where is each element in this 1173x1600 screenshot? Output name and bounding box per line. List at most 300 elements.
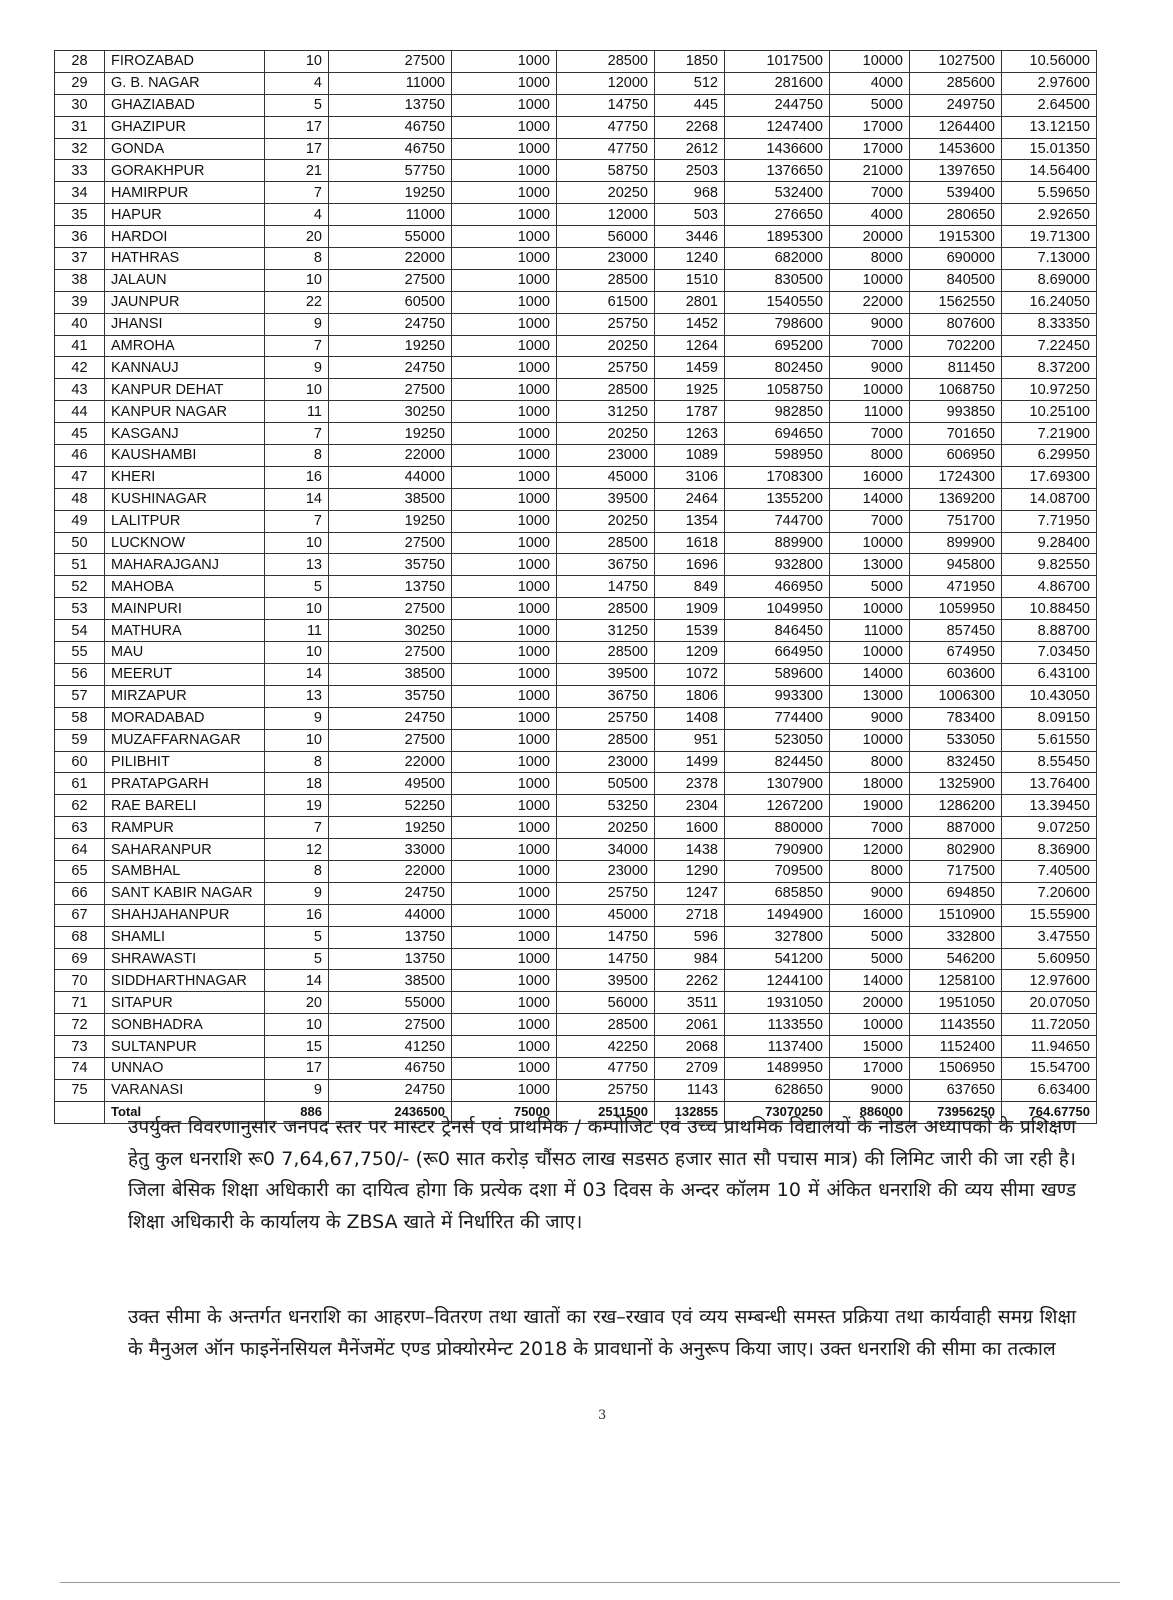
col-amount-a-cell: 35750: [329, 554, 452, 576]
col-count-cell: 7: [265, 335, 329, 357]
col-amount-b-cell: 1000: [452, 401, 557, 423]
district-name-cell: JALAUN: [105, 269, 265, 291]
col-amount-b-cell: 1000: [452, 904, 557, 926]
col-count-cell: 14: [265, 488, 329, 510]
col-amount-d-cell: 1436600: [725, 138, 830, 160]
col-amount-c-cell: 23000: [557, 445, 655, 467]
col-amount-f-cell: 993850: [910, 401, 1002, 423]
col-amount-c-cell: 45000: [557, 466, 655, 488]
col-amount-f-cell: 249750: [910, 94, 1002, 116]
total-col-teachers-cell: 132855: [655, 1101, 725, 1123]
col-amount-a-cell: 24750: [329, 357, 452, 379]
col-amount-a-cell: 11000: [329, 72, 452, 94]
col-teachers-cell: 1909: [655, 598, 725, 620]
col-total-lakh-cell: 7.13000: [1002, 248, 1097, 270]
table-row: [55, 1079, 1097, 1101]
col-amount-a-cell: 19250: [329, 510, 452, 532]
col-amount-e-cell: 5000: [830, 948, 910, 970]
table-row: [55, 576, 1097, 598]
table-row: [55, 860, 1097, 882]
col-amount-d-cell: 1376650: [725, 160, 830, 182]
col-count-cell: 21: [265, 160, 329, 182]
total-district-name-cell: Total: [105, 1101, 265, 1123]
col-amount-a-cell: 19250: [329, 817, 452, 839]
col-amount-e-cell: 21000: [830, 160, 910, 182]
serial-number-cell: 52: [55, 576, 105, 598]
col-amount-e-cell: 7000: [830, 423, 910, 445]
col-count-cell: 16: [265, 466, 329, 488]
col-amount-d-cell: 1489950: [725, 1057, 830, 1079]
col-amount-a-cell: 52250: [329, 795, 452, 817]
col-count-cell: 10: [265, 1014, 329, 1036]
page-number: 3: [598, 1408, 607, 1423]
col-count-cell: 7: [265, 423, 329, 445]
table-row: [55, 554, 1097, 576]
col-amount-a-cell: 30250: [329, 401, 452, 423]
col-amount-d-cell: 276650: [725, 204, 830, 226]
col-total-lakh-cell: 6.63400: [1002, 1079, 1097, 1101]
col-amount-b-cell: 1000: [452, 795, 557, 817]
district-name-cell: MAINPURI: [105, 598, 265, 620]
table-row: [55, 204, 1097, 226]
col-amount-b-cell: 1000: [452, 729, 557, 751]
table-row: [55, 663, 1097, 685]
col-amount-c-cell: 31250: [557, 620, 655, 642]
district-name-cell: UNNAO: [105, 1057, 265, 1079]
col-amount-d-cell: 1137400: [725, 1036, 830, 1058]
serial-number-cell: 56: [55, 663, 105, 685]
district-name-cell: GHAZIPUR: [105, 116, 265, 138]
col-teachers-cell: 1806: [655, 685, 725, 707]
col-teachers-cell: 1240: [655, 248, 725, 270]
col-total-lakh-cell: 8.09150: [1002, 707, 1097, 729]
col-amount-f-cell: 1506950: [910, 1057, 1002, 1079]
serial-number-cell: 50: [55, 532, 105, 554]
col-count-cell: 10: [265, 598, 329, 620]
col-amount-d-cell: 1494900: [725, 904, 830, 926]
col-amount-d-cell: 709500: [725, 860, 830, 882]
district-name-cell: G. B. NAGAR: [105, 72, 265, 94]
col-amount-f-cell: 603600: [910, 663, 1002, 685]
col-amount-d-cell: 664950: [725, 642, 830, 664]
col-amount-f-cell: 1006300: [910, 685, 1002, 707]
col-amount-d-cell: 846450: [725, 620, 830, 642]
serial-number-cell: 72: [55, 1014, 105, 1036]
col-total-lakh-cell: 10.97250: [1002, 379, 1097, 401]
col-teachers-cell: 984: [655, 948, 725, 970]
col-amount-e-cell: 4000: [830, 204, 910, 226]
col-teachers-cell: 968: [655, 182, 725, 204]
col-teachers-cell: 503: [655, 204, 725, 226]
col-amount-d-cell: 1267200: [725, 795, 830, 817]
col-amount-e-cell: 16000: [830, 904, 910, 926]
col-count-cell: 19: [265, 795, 329, 817]
district-name-cell: HAMIRPUR: [105, 182, 265, 204]
col-amount-f-cell: 802900: [910, 839, 1002, 861]
col-amount-b-cell: 1000: [452, 554, 557, 576]
col-amount-f-cell: 840500: [910, 269, 1002, 291]
col-amount-a-cell: 24750: [329, 882, 452, 904]
col-amount-c-cell: 20250: [557, 335, 655, 357]
col-amount-b-cell: 1000: [452, 423, 557, 445]
serial-number-cell: 28: [55, 51, 105, 73]
col-amount-b-cell: 1000: [452, 466, 557, 488]
district-name-cell: KAUSHAMBI: [105, 445, 265, 467]
col-amount-c-cell: 36750: [557, 685, 655, 707]
col-amount-a-cell: 44000: [329, 904, 452, 926]
serial-number-cell: 30: [55, 94, 105, 116]
col-total-lakh-cell: 10.56000: [1002, 51, 1097, 73]
col-total-lakh-cell: 17.69300: [1002, 466, 1097, 488]
col-total-lakh-cell: 14.08700: [1002, 488, 1097, 510]
col-amount-e-cell: 13000: [830, 685, 910, 707]
table-row: [55, 707, 1097, 729]
col-amount-d-cell: 541200: [725, 948, 830, 970]
col-total-lakh-cell: 19.71300: [1002, 226, 1097, 248]
col-teachers-cell: 1618: [655, 532, 725, 554]
col-total-lakh-cell: 6.29950: [1002, 445, 1097, 467]
table-row: [55, 248, 1097, 270]
col-amount-b-cell: 1000: [452, 882, 557, 904]
table-row: [55, 510, 1097, 532]
col-count-cell: 14: [265, 663, 329, 685]
col-amount-a-cell: 46750: [329, 138, 452, 160]
col-total-lakh-cell: 7.20600: [1002, 882, 1097, 904]
table-row: [55, 970, 1097, 992]
district-name-cell: GONDA: [105, 138, 265, 160]
col-amount-a-cell: 55000: [329, 992, 452, 1014]
col-amount-c-cell: 39500: [557, 663, 655, 685]
col-amount-d-cell: 1133550: [725, 1014, 830, 1036]
serial-number-cell: 57: [55, 685, 105, 707]
col-amount-c-cell: 28500: [557, 1014, 655, 1036]
col-amount-f-cell: 1027500: [910, 51, 1002, 73]
col-amount-c-cell: 20250: [557, 817, 655, 839]
col-amount-d-cell: 982850: [725, 401, 830, 423]
col-amount-a-cell: 24750: [329, 707, 452, 729]
col-amount-f-cell: 606950: [910, 445, 1002, 467]
col-amount-c-cell: 56000: [557, 992, 655, 1014]
col-amount-d-cell: 327800: [725, 926, 830, 948]
col-count-cell: 4: [265, 72, 329, 94]
col-total-lakh-cell: 8.55450: [1002, 751, 1097, 773]
col-amount-e-cell: 7000: [830, 817, 910, 839]
col-amount-b-cell: 1000: [452, 248, 557, 270]
col-amount-c-cell: 23000: [557, 860, 655, 882]
col-teachers-cell: 2304: [655, 795, 725, 817]
col-amount-a-cell: 22000: [329, 860, 452, 882]
col-amount-b-cell: 1000: [452, 970, 557, 992]
col-amount-b-cell: 1000: [452, 532, 557, 554]
col-total-lakh-cell: 7.22450: [1002, 335, 1097, 357]
col-amount-d-cell: 1247400: [725, 116, 830, 138]
col-count-cell: 18: [265, 773, 329, 795]
col-amount-d-cell: 1049950: [725, 598, 830, 620]
col-amount-b-cell: 1000: [452, 751, 557, 773]
col-count-cell: 17: [265, 138, 329, 160]
serial-number-cell: 34: [55, 182, 105, 204]
col-count-cell: 5: [265, 576, 329, 598]
col-teachers-cell: 1290: [655, 860, 725, 882]
col-teachers-cell: 1408: [655, 707, 725, 729]
col-total-lakh-cell: 2.64500: [1002, 94, 1097, 116]
col-amount-e-cell: 8000: [830, 248, 910, 270]
col-amount-f-cell: 694850: [910, 882, 1002, 904]
col-amount-a-cell: 13750: [329, 576, 452, 598]
col-amount-b-cell: 1000: [452, 313, 557, 335]
col-amount-b-cell: 1000: [452, 291, 557, 313]
col-amount-c-cell: 12000: [557, 204, 655, 226]
col-amount-f-cell: 832450: [910, 751, 1002, 773]
col-amount-d-cell: 744700: [725, 510, 830, 532]
col-amount-c-cell: 58750: [557, 160, 655, 182]
col-teachers-cell: 3511: [655, 992, 725, 1014]
col-amount-b-cell: 1000: [452, 620, 557, 642]
col-count-cell: 9: [265, 313, 329, 335]
col-amount-b-cell: 1000: [452, 576, 557, 598]
col-amount-b-cell: 1000: [452, 773, 557, 795]
table-row: [55, 357, 1097, 379]
serial-number-cell: 47: [55, 466, 105, 488]
col-count-cell: 7: [265, 182, 329, 204]
col-teachers-cell: 1264: [655, 335, 725, 357]
col-count-cell: 22: [265, 291, 329, 313]
col-count-cell: 9: [265, 882, 329, 904]
col-amount-e-cell: 15000: [830, 1036, 910, 1058]
col-amount-b-cell: 1000: [452, 992, 557, 1014]
serial-number-cell: 36: [55, 226, 105, 248]
col-amount-b-cell: 1000: [452, 488, 557, 510]
col-total-lakh-cell: 15.55900: [1002, 904, 1097, 926]
col-amount-e-cell: 22000: [830, 291, 910, 313]
col-amount-e-cell: 14000: [830, 488, 910, 510]
col-amount-f-cell: 1264400: [910, 116, 1002, 138]
col-amount-f-cell: 1068750: [910, 379, 1002, 401]
serial-number-cell: 65: [55, 860, 105, 882]
serial-number-cell: 71: [55, 992, 105, 1014]
col-teachers-cell: 2503: [655, 160, 725, 182]
district-name-cell: KASGANJ: [105, 423, 265, 445]
col-amount-c-cell: 14750: [557, 576, 655, 598]
col-amount-f-cell: 546200: [910, 948, 1002, 970]
table-row: [55, 620, 1097, 642]
table-row: [55, 948, 1097, 970]
col-teachers-cell: 1787: [655, 401, 725, 423]
col-amount-b-cell: 1000: [452, 642, 557, 664]
district-fund-table: [54, 50, 1097, 1124]
col-total-lakh-cell: 20.07050: [1002, 992, 1097, 1014]
serial-number-cell: 62: [55, 795, 105, 817]
col-amount-e-cell: 8000: [830, 445, 910, 467]
district-name-cell: MUZAFFARNAGAR: [105, 729, 265, 751]
serial-number-cell: 70: [55, 970, 105, 992]
col-amount-d-cell: 824450: [725, 751, 830, 773]
col-amount-f-cell: 471950: [910, 576, 1002, 598]
col-amount-b-cell: 1000: [452, 1036, 557, 1058]
col-teachers-cell: 2718: [655, 904, 725, 926]
col-count-cell: 9: [265, 357, 329, 379]
col-amount-d-cell: 685850: [725, 882, 830, 904]
col-teachers-cell: 1600: [655, 817, 725, 839]
col-amount-f-cell: 539400: [910, 182, 1002, 204]
col-amount-f-cell: 1562550: [910, 291, 1002, 313]
col-amount-c-cell: 28500: [557, 642, 655, 664]
col-amount-e-cell: 12000: [830, 839, 910, 861]
table-row: [55, 685, 1097, 707]
col-amount-e-cell: 5000: [830, 926, 910, 948]
col-total-lakh-cell: 8.33350: [1002, 313, 1097, 335]
serial-number-cell: 75: [55, 1079, 105, 1101]
district-name-cell: HAPUR: [105, 204, 265, 226]
col-amount-e-cell: 17000: [830, 116, 910, 138]
district-name-cell: MAHARAJGANJ: [105, 554, 265, 576]
col-amount-e-cell: 10000: [830, 729, 910, 751]
col-amount-d-cell: 598950: [725, 445, 830, 467]
col-total-lakh-cell: 10.43050: [1002, 685, 1097, 707]
col-count-cell: 9: [265, 707, 329, 729]
table-row: [55, 817, 1097, 839]
table-row: [55, 466, 1097, 488]
table-row: [55, 291, 1097, 313]
col-amount-a-cell: 11000: [329, 204, 452, 226]
col-total-lakh-cell: 8.36900: [1002, 839, 1097, 861]
col-amount-e-cell: 20000: [830, 226, 910, 248]
col-count-cell: 10: [265, 379, 329, 401]
col-amount-a-cell: 22000: [329, 751, 452, 773]
col-count-cell: 11: [265, 401, 329, 423]
col-amount-e-cell: 7000: [830, 335, 910, 357]
district-name-cell: SITAPUR: [105, 992, 265, 1014]
col-amount-c-cell: 31250: [557, 401, 655, 423]
col-amount-f-cell: 332800: [910, 926, 1002, 948]
col-count-cell: 20: [265, 992, 329, 1014]
col-teachers-cell: 951: [655, 729, 725, 751]
table-row: [55, 51, 1097, 73]
district-name-cell: SAMBHAL: [105, 860, 265, 882]
table-row: [55, 1036, 1097, 1058]
col-amount-e-cell: 8000: [830, 751, 910, 773]
col-amount-f-cell: 1951050: [910, 992, 1002, 1014]
col-count-cell: 5: [265, 94, 329, 116]
col-amount-b-cell: 1000: [452, 926, 557, 948]
col-amount-b-cell: 1000: [452, 204, 557, 226]
col-count-cell: 14: [265, 970, 329, 992]
table-row: [55, 1057, 1097, 1079]
col-amount-d-cell: 466950: [725, 576, 830, 598]
district-name-cell: JAUNPUR: [105, 291, 265, 313]
col-amount-d-cell: 532400: [725, 182, 830, 204]
col-count-cell: 7: [265, 510, 329, 532]
col-count-cell: 16: [265, 904, 329, 926]
total-col-amount-f-cell: 73956250: [910, 1101, 1002, 1123]
table-row: [55, 94, 1097, 116]
col-amount-e-cell: 9000: [830, 313, 910, 335]
col-amount-d-cell: 281600: [725, 72, 830, 94]
col-amount-e-cell: 4000: [830, 72, 910, 94]
col-amount-f-cell: 857450: [910, 620, 1002, 642]
col-amount-c-cell: 28500: [557, 269, 655, 291]
serial-number-cell: 59: [55, 729, 105, 751]
col-amount-a-cell: 27500: [329, 598, 452, 620]
col-amount-e-cell: 10000: [830, 532, 910, 554]
col-amount-f-cell: 807600: [910, 313, 1002, 335]
col-amount-e-cell: 9000: [830, 882, 910, 904]
col-amount-d-cell: 798600: [725, 313, 830, 335]
col-amount-a-cell: 13750: [329, 926, 452, 948]
col-amount-e-cell: 7000: [830, 510, 910, 532]
table-row: [55, 598, 1097, 620]
col-amount-d-cell: 1058750: [725, 379, 830, 401]
table-row: [55, 904, 1097, 926]
col-amount-e-cell: 8000: [830, 860, 910, 882]
serial-number-cell: 54: [55, 620, 105, 642]
col-count-cell: 8: [265, 248, 329, 270]
table-row: [55, 642, 1097, 664]
col-teachers-cell: 1263: [655, 423, 725, 445]
col-amount-c-cell: 28500: [557, 532, 655, 554]
district-name-cell: MATHURA: [105, 620, 265, 642]
col-amount-a-cell: 27500: [329, 642, 452, 664]
col-amount-b-cell: 1000: [452, 685, 557, 707]
col-amount-a-cell: 27500: [329, 1014, 452, 1036]
col-amount-b-cell: 1000: [452, 94, 557, 116]
table-row: [55, 423, 1097, 445]
col-count-cell: 12: [265, 839, 329, 861]
table-row: [55, 138, 1097, 160]
col-amount-c-cell: 56000: [557, 226, 655, 248]
serial-number-cell: 37: [55, 248, 105, 270]
col-teachers-cell: 1850: [655, 51, 725, 73]
col-count-cell: 7: [265, 817, 329, 839]
col-amount-b-cell: 1000: [452, 269, 557, 291]
serial-number-cell: 40: [55, 313, 105, 335]
col-amount-f-cell: 717500: [910, 860, 1002, 882]
col-amount-a-cell: 22000: [329, 248, 452, 270]
table-row: [55, 116, 1097, 138]
table-row: [55, 313, 1097, 335]
col-teachers-cell: 1459: [655, 357, 725, 379]
col-count-cell: 9: [265, 1079, 329, 1101]
col-amount-a-cell: 24750: [329, 1079, 452, 1101]
col-amount-d-cell: 589600: [725, 663, 830, 685]
col-amount-e-cell: 7000: [830, 182, 910, 204]
col-amount-e-cell: 10000: [830, 51, 910, 73]
col-teachers-cell: 512: [655, 72, 725, 94]
col-amount-a-cell: 33000: [329, 839, 452, 861]
col-amount-d-cell: 830500: [725, 269, 830, 291]
district-name-cell: SAHARANPUR: [105, 839, 265, 861]
col-total-lakh-cell: 12.97600: [1002, 970, 1097, 992]
col-amount-a-cell: 41250: [329, 1036, 452, 1058]
col-teachers-cell: 1072: [655, 663, 725, 685]
col-total-lakh-cell: 13.76400: [1002, 773, 1097, 795]
col-total-lakh-cell: 2.97600: [1002, 72, 1097, 94]
col-amount-e-cell: 9000: [830, 357, 910, 379]
col-amount-f-cell: 1152400: [910, 1036, 1002, 1058]
col-teachers-cell: 2709: [655, 1057, 725, 1079]
col-total-lakh-cell: 8.37200: [1002, 357, 1097, 379]
district-name-cell: SANT KABIR NAGAR: [105, 882, 265, 904]
col-amount-f-cell: 280650: [910, 204, 1002, 226]
col-teachers-cell: 1209: [655, 642, 725, 664]
col-teachers-cell: 596: [655, 926, 725, 948]
serial-number-cell: 67: [55, 904, 105, 926]
table-row: [55, 335, 1097, 357]
serial-number-cell: 58: [55, 707, 105, 729]
district-name-cell: KANPUR DEHAT: [105, 379, 265, 401]
col-amount-f-cell: 1286200: [910, 795, 1002, 817]
district-name-cell: SHRAWASTI: [105, 948, 265, 970]
